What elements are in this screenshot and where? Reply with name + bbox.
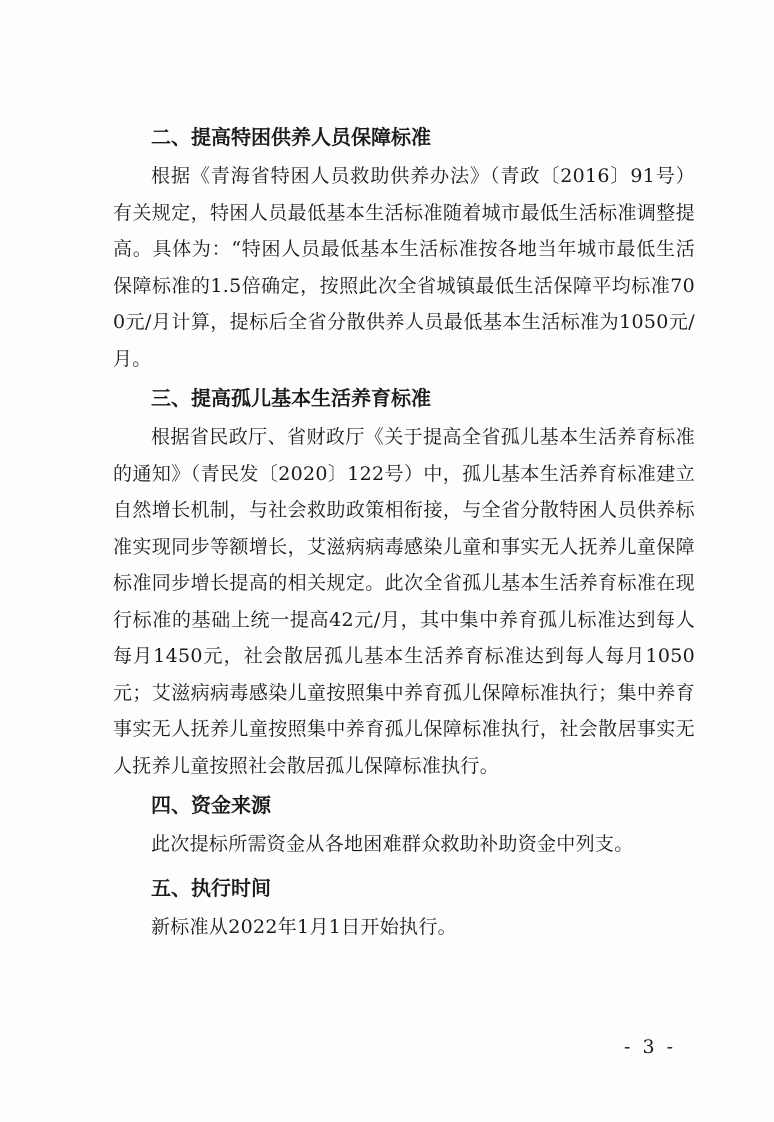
section-heading-3: 三、提高孤儿基本生活养育标准 xyxy=(151,386,431,410)
section-paragraph-4: 此次提标所需资金从各地困难群众救助补助资金中列支。 xyxy=(151,833,634,855)
section-heading-5: 五、执行时间 xyxy=(151,875,271,900)
section-heading-4: 四、资金来源 xyxy=(151,793,271,817)
section-heading-2: 二、提高特困供养人员保障标准 xyxy=(151,125,431,149)
page-number: - 3 - xyxy=(624,1036,677,1058)
document-body xyxy=(113,116,695,949)
section-paragraph-3: 根据省民政厅、省财政厅《关于提高全省孤儿基本生活养育标准的通知》（青民发〔2020〕122号）中，孤儿基本生活养育标准建立自然增长机制，与社会救助政策相衔接，与全省分散特困人员供养标准实现同步等额增长，艾滋病病毒感染儿童和事实无人抚养儿童保障标准同步增长提高的相关规定。此次全省孤儿基本生活养育标准在现行标准的基础上统一提高42元/月，其中集中养育孤儿标准达到每人每月1450元，社会散居孤儿基本生活养育标准达到每人每月1050元；艾滋病病毒感染儿童按照集中养育孤儿保障标准执行；集中养育事实无人抚养儿童按照集中养育孤儿保障标准执行，社会散居事实无人抚养儿童按照社会散居孤儿保障标准执行。 xyxy=(113,426,695,777)
section-paragraph-2: 根据《青海省特困人员救助供养办法》（青政〔2016〕91号）有关规定，特困人员最低基本生活标准随着城市最低生活标准调整提高。具体为：“特困人员最低基本生活标准按各地当年城市最低生活保障标准的1.5倍确定，按照此次全省城镇最低生活保障平均标准700元/月计算，提标后全省分散供养人员最低基本生活标准为1050元/月。 xyxy=(113,165,695,370)
section-paragraph-5: 新标准从2022年1月1日开始执行。 xyxy=(151,915,457,938)
